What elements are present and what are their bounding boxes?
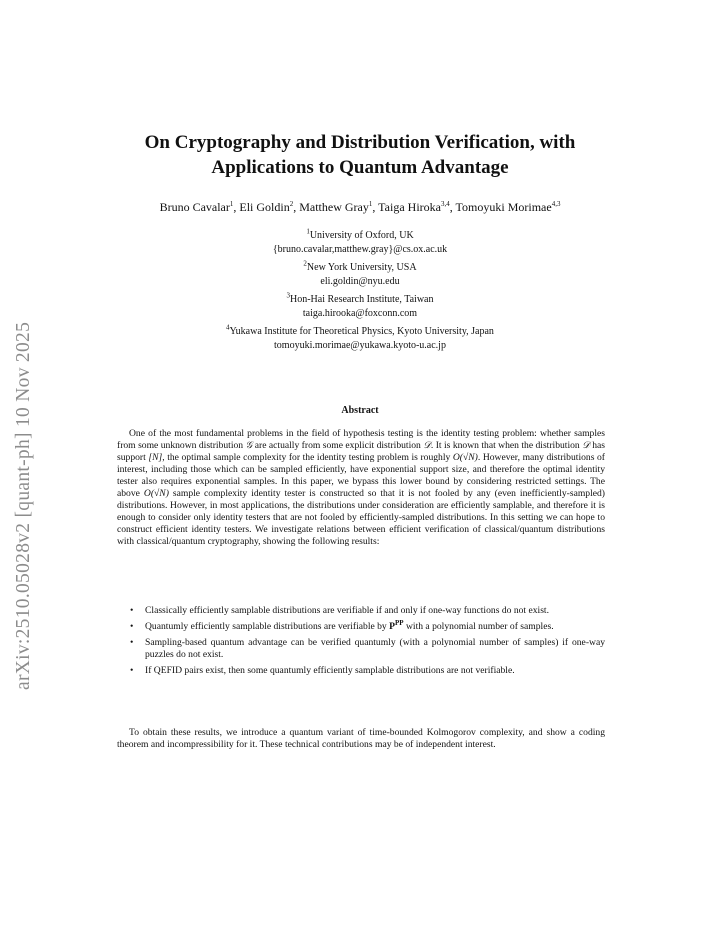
author-name: Eli Goldin — [239, 200, 290, 214]
title-line-1: On Cryptography and Distribution Verification, with — [144, 132, 576, 153]
math-symbol: 𝒟 — [423, 440, 431, 451]
author-affiliation-marker: 1 — [229, 200, 234, 208]
result-item — [127, 637, 605, 661]
affiliation-block-3 — [110, 293, 610, 321]
abstract-text: , the optimal sample complexity for the identity testing problem is roughly — [162, 452, 453, 463]
affiliation-marker: 2 — [303, 259, 307, 268]
arxiv-identifier-stamp: arXiv:2510.05028v2 [quant-ph] 10 Nov 2025 — [13, 321, 34, 690]
author-affiliation-marker: 3,4 — [440, 200, 450, 208]
abstract-text: has support — [117, 440, 606, 463]
author-name: Taiga Hiroka — [378, 200, 441, 214]
author-separator: , — [293, 200, 300, 214]
author-list — [80, 199, 640, 215]
affiliation-block-1 — [110, 229, 610, 257]
abstract-text: One of the most fundamental problems in the field of hypothesis testing is the identity testing problem: whether samples from some unknown distribution — [117, 428, 605, 451]
affiliation-name — [110, 261, 610, 275]
affiliation-marker: 4 — [226, 323, 230, 332]
affiliation-marker: 1 — [306, 227, 310, 236]
author-separator: , — [449, 200, 456, 214]
abstract-text: are actually from some explicit distribution — [252, 440, 424, 451]
affiliation-email: eli.goldin@nyu.edu — [320, 276, 400, 287]
affiliation-email: tomoyuki.morimae@yukawa.kyoto-u.ac.jp — [274, 340, 446, 351]
abstract-text: . It is known that when the distribution — [430, 440, 583, 451]
author-name: Matthew Gray — [299, 200, 369, 214]
affiliation-label: New York University, USA — [306, 262, 417, 273]
math-expression: O(√N) — [452, 452, 478, 463]
result-text: with a polynomial number of samples. — [403, 621, 554, 632]
result-item — [127, 618, 605, 633]
affiliation-block-2 — [110, 261, 610, 289]
result-text: If QEFID pairs exist, then some quantumly efficiently samplable distributions are not verifiable. — [145, 665, 515, 676]
bullet-icon: • — [130, 637, 134, 648]
affiliation-name — [110, 293, 610, 307]
bullet-icon: • — [130, 621, 134, 632]
results-list — [127, 605, 605, 681]
bullet-icon: • — [130, 605, 134, 616]
affiliation-label: Yukawa Institute for Theoretical Physics, Kyoto University, Japan — [229, 326, 494, 337]
author-affiliation-marker: 4,3 — [551, 200, 561, 208]
abstract-heading: Abstract — [341, 405, 379, 416]
bullet-icon: • — [130, 665, 134, 676]
result-text: Sampling-based quantum advantage can be verified quantumly (with a polynomial number of samples) if one-way puzzles do not exist. — [145, 637, 605, 660]
author-separator: , — [233, 200, 240, 214]
affiliation-email: {bruno.cavalar,matthew.gray}@cs.ox.ac.uk — [272, 244, 448, 255]
affiliation-name — [110, 325, 610, 339]
complexity-class-superscript: PP — [395, 618, 404, 627]
author-name: Tomoyuki Morimae — [455, 200, 552, 214]
author-name: Bruno Cavalar — [159, 200, 230, 214]
complexity-class: P — [389, 621, 396, 632]
math-symbol: [N] — [148, 452, 163, 463]
result-text: Classically efficiently samplable distributions are verifiable if and only if one-way functions do not exist. — [145, 605, 549, 616]
math-symbol: 𝒢 — [245, 440, 253, 451]
title-line-2: Applications to Quantum Advantage — [211, 157, 509, 178]
closing-paragraph: To obtain these results, we introduce a quantum variant of time-bounded Kolmogorov complexity, and show a coding theorem and incompressibility for it. These technical contributions may be of independent interest. — [117, 727, 605, 750]
paper-title — [110, 130, 610, 180]
affiliation-marker: 3 — [286, 291, 290, 300]
author-affiliation-marker: 1 — [368, 200, 373, 208]
result-item — [127, 665, 605, 677]
abstract-paragraph — [117, 428, 605, 548]
abstract-text: . However, many distributions of interest, including those which can be sampled efficiently, have exponential support size, and therefore the optimal identity tester also requires exponential samples. In this paper, we bypass this lower bound by considering restricted settings. The above — [117, 452, 605, 499]
math-symbol: 𝒟 — [582, 440, 590, 451]
abstract-text: sample complexity identity tester is constructed so that it is not fooled by any (even inefficiently-sampled) distributions. However, in most applications, the distributions under consideration are efficiently samplable, and therefore it is enough to consider only identity testers that are not fooled by efficiently-sampled distributions. In this setting we can hope to construct efficient identity testers. We investigate relations between efficient verification of classical/quantum distributions with classical/quantum cryptography, showing the following results: — [117, 488, 605, 547]
result-item — [127, 605, 605, 617]
affiliation-label: Hon-Hai Research Institute, Taiwan — [289, 294, 434, 305]
author-separator: , — [372, 200, 379, 214]
author-affiliation-marker: 2 — [289, 200, 294, 208]
math-expression: O(√N) — [143, 488, 169, 499]
affiliation-block-4 — [110, 325, 610, 353]
affiliation-email: taiga.hirooka@foxconn.com — [302, 308, 418, 319]
affiliation-name — [110, 229, 610, 243]
result-text: Quantumly efficiently samplable distributions are verifiable by — [145, 621, 390, 632]
affiliation-label: University of Oxford, UK — [309, 230, 414, 241]
